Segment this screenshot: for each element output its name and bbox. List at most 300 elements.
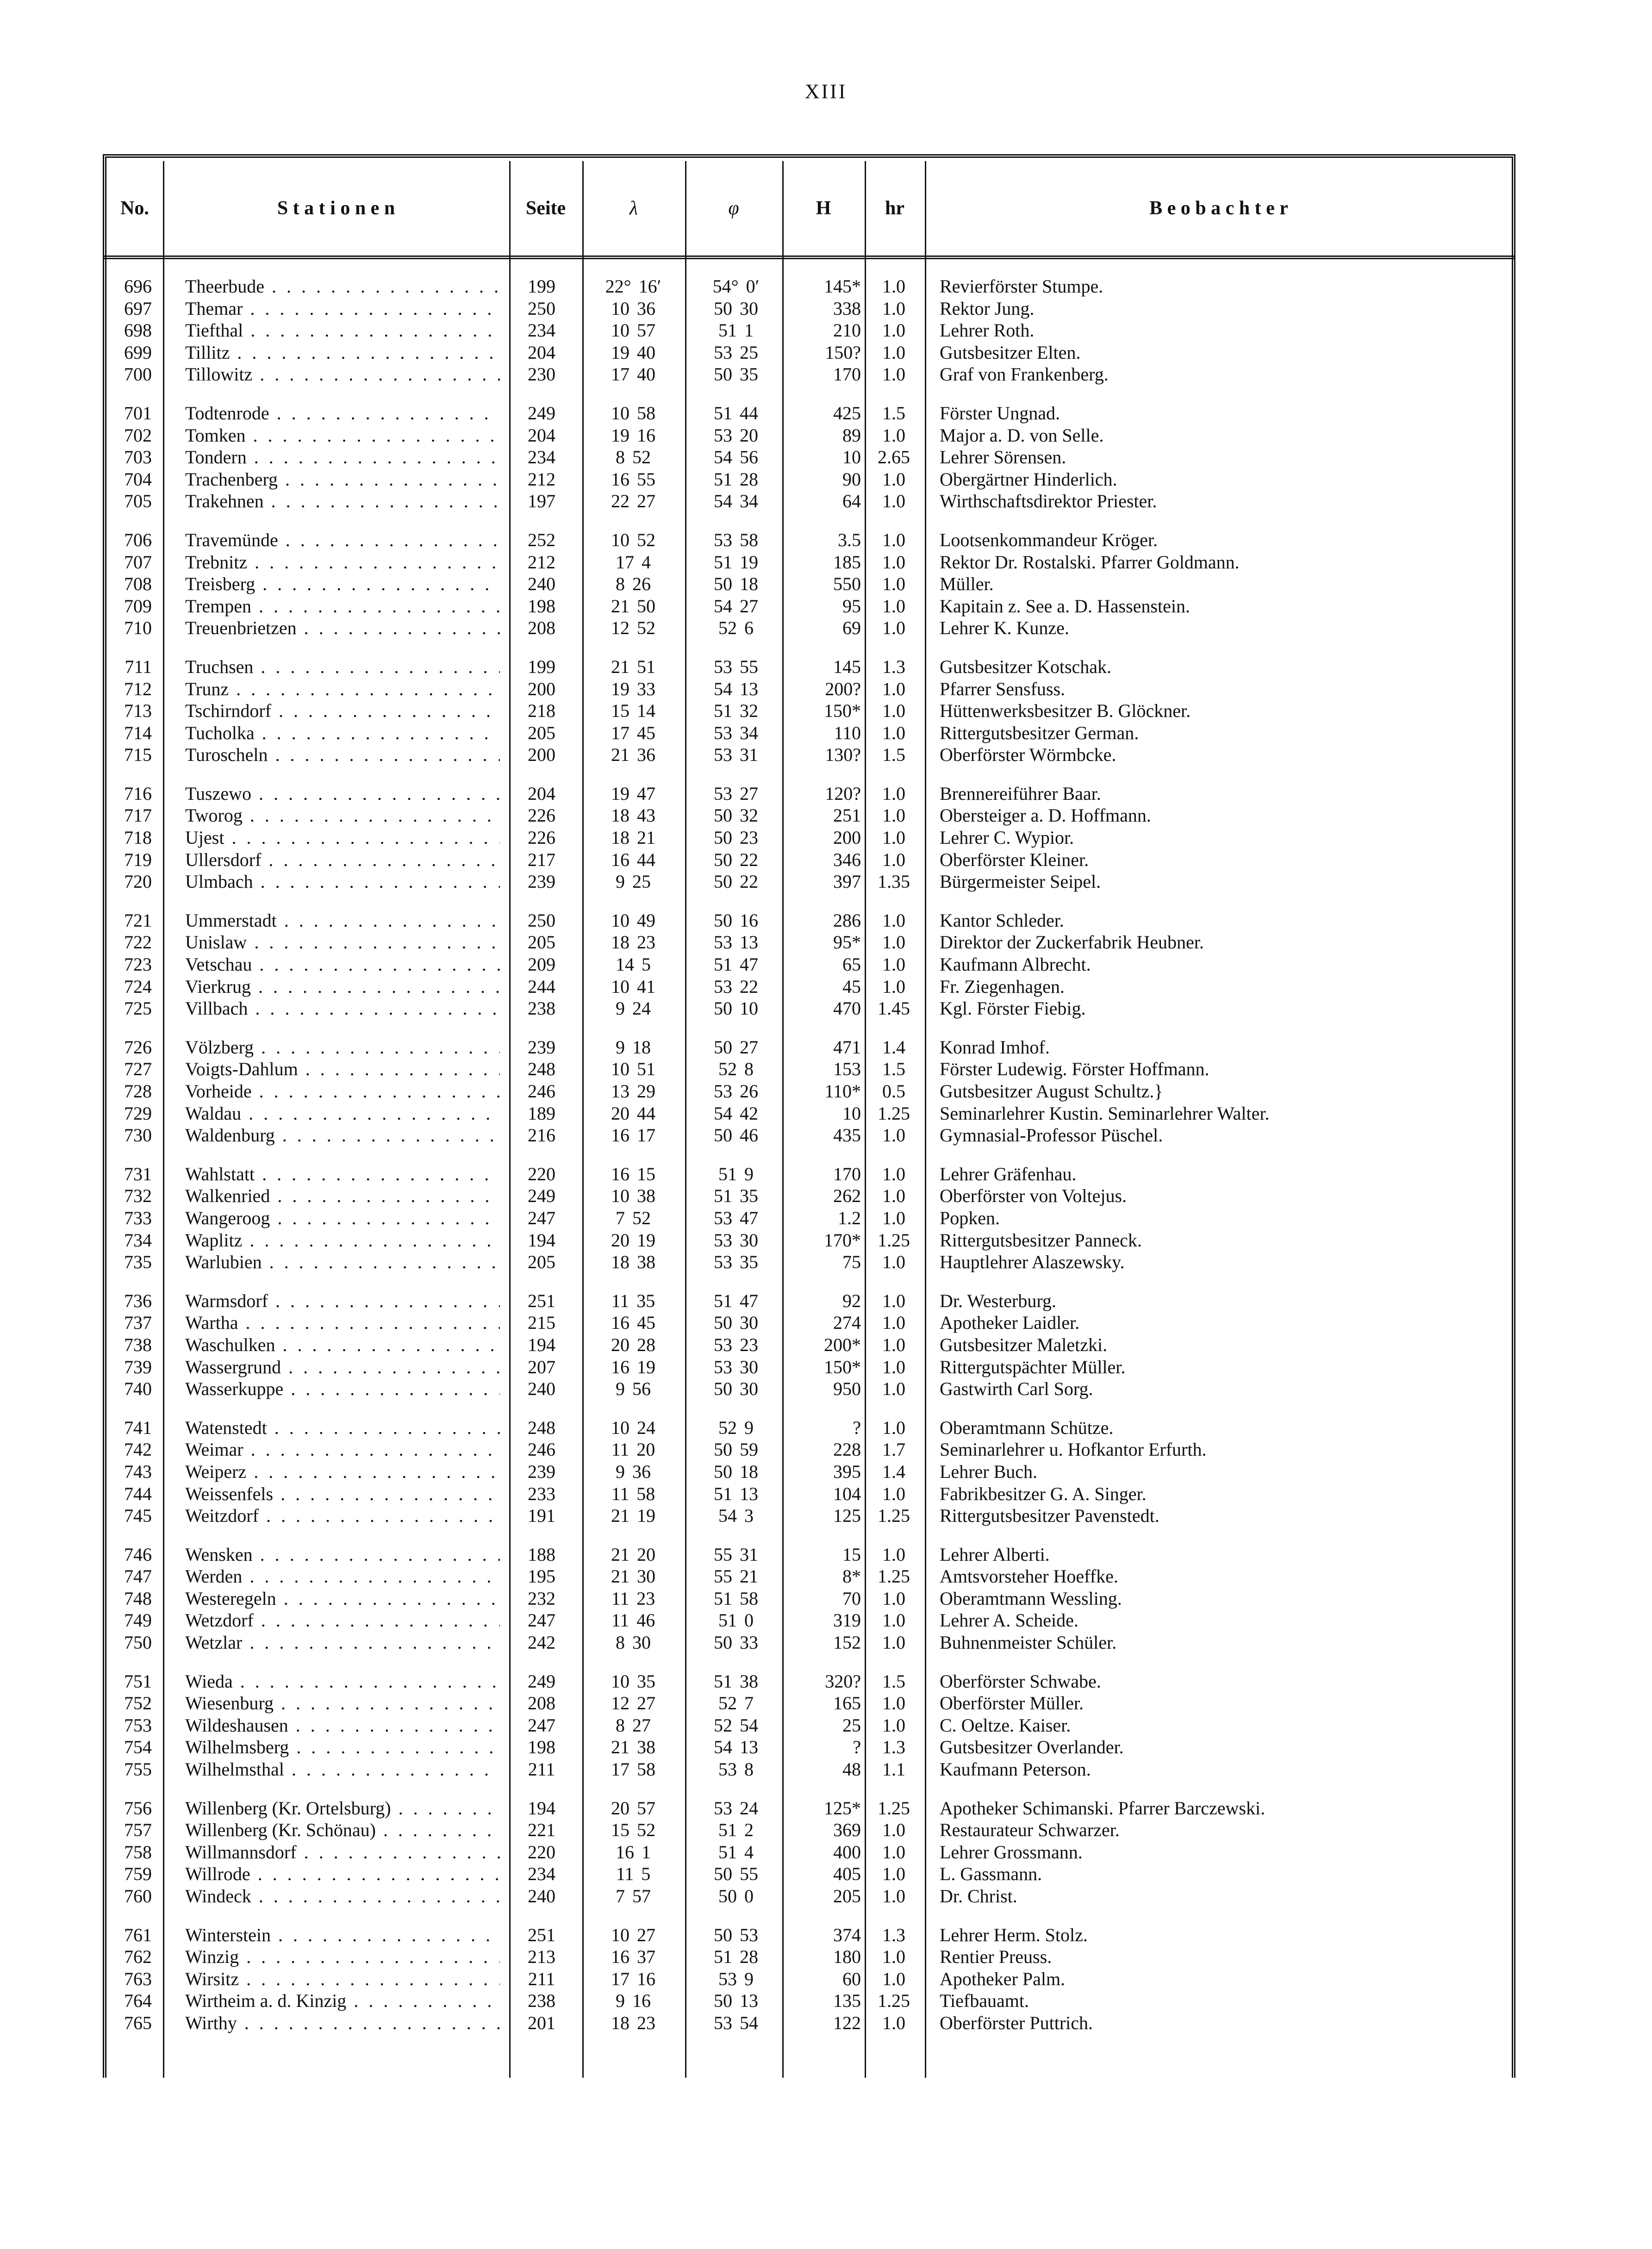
station-name: Walkenried . . . [185,1185,500,1207]
longitude: 22 27 [611,491,655,512]
rain-gauge-height: 1.0 [882,1378,905,1400]
longitude: 9 16 [616,1990,651,2012]
station-name: Wangeroog . . . [185,1207,500,1229]
page-ref: 234 [528,1863,555,1885]
rain-gauge-height: 1.0 [882,1185,905,1207]
station-number: 722 [124,932,152,953]
observer-name: Seminarlehrer Kustin. Seminarlehrer Walter. [940,1103,1270,1124]
station-number: 706 [124,529,152,550]
elevation: 8* [842,1566,861,1587]
observer-name: Gutsbesitzer August Schultz.} [940,1081,1163,1102]
station-group [0,1036,1652,1146]
latitude: 51 4 [718,1841,754,1863]
rain-gauge-height: 1.0 [882,573,905,595]
table-row [0,976,1652,998]
longitude: 20 19 [611,1229,655,1251]
latitude: 50 46 [714,1125,758,1146]
longitude: 8 27 [616,1714,651,1736]
longitude: 11 5 [616,1863,651,1885]
rain-gauge-height: 1.0 [882,932,905,953]
page-ref: 212 [528,468,555,490]
observer-name: Amtsvorsteher Hoeffke. [940,1566,1118,1587]
station-number: 743 [124,1461,152,1482]
page-ref: 197 [528,491,555,512]
rain-gauge-height: 1.0 [882,849,905,870]
longitude: 18 23 [611,932,655,953]
longitude: 10 38 [611,1185,655,1207]
longitude: 11 35 [611,1290,655,1311]
page-ref: 221 [528,1819,555,1841]
page-ref: 252 [528,529,555,550]
station-number: 698 [124,320,152,341]
table-row [0,1609,1652,1632]
station-name: Werden . . . [185,1565,500,1588]
rain-gauge-height: 1.0 [882,1886,905,1906]
observer-name: Bürgermeister Seipel. [940,871,1101,892]
station-group [0,1670,1652,1781]
station-number: 741 [124,1417,152,1438]
page-ref: 204 [528,342,555,363]
table-row [0,1229,1652,1252]
elevation: 320? [825,1670,861,1692]
observer-name: Lehrer Grossmann. [940,1841,1083,1863]
observer-name: Lehrer K. Kunze. [940,617,1069,639]
page-ref: 240 [528,1886,555,1906]
observer-name: Oberförster Schwabe. [940,1670,1101,1692]
rain-gauge-height: 1.0 [882,976,905,997]
station-name: Wetzlar . . . [185,1632,500,1654]
station-number: 740 [124,1378,152,1400]
rain-gauge-height: 0.5 [882,1081,905,1102]
station-number: 742 [124,1439,152,1460]
station-name: Trebnitz . . . [185,551,500,573]
table-row [0,1103,1652,1125]
station-name: Warmsdorf . . . [185,1290,500,1312]
station-name: Vetschau . . . [185,953,500,976]
elevation: 90 [842,468,861,490]
longitude: 15 52 [611,1819,655,1841]
latitude: 55 21 [714,1566,758,1587]
station-name: Weitzdorf . . . [185,1505,500,1527]
longitude: 19 33 [611,678,655,699]
latitude: 51 44 [714,402,758,424]
observer-name: Rittergutsbesitzer German. [940,722,1139,743]
station-name: Turoscheln . . . [185,744,500,766]
station-number: 716 [124,783,152,804]
station-name: Ujest . . . [185,827,500,849]
observer-name: Konrad Imhof. [940,1036,1050,1058]
observer-name: Kaufmann Albrecht. [940,954,1091,975]
observer-name: Hüttenwerksbesitzer B. Glöckner. [940,700,1191,722]
page-ref: 205 [528,1252,555,1273]
observer-name: Oberförster Müller. [940,1693,1084,1714]
table-row [0,1632,1652,1654]
elevation: 145 [833,656,861,677]
station-name: Weissenfels . . . [185,1483,500,1505]
page-ref: 249 [528,1185,555,1207]
observer-name: Oberförster Puttrich. [940,2012,1093,2033]
station-name: Winzig . . . [185,1946,500,1968]
station-name: Waldau . . . [185,1103,500,1125]
page-ref: 250 [528,910,555,931]
station-number: 712 [124,678,152,699]
station-number: 696 [124,276,152,297]
longitude: 11 20 [611,1439,655,1460]
latitude: 50 10 [714,998,758,1019]
station-name: Trempen . . . [185,595,500,617]
station-number: 719 [124,849,152,870]
table-row [0,1036,1652,1059]
observer-name: Dr. Westerburg. [940,1290,1056,1311]
page-ref: 226 [528,827,555,848]
longitude: 16 15 [611,1163,655,1184]
page-ref: 239 [528,871,555,892]
table-row [0,1946,1652,1968]
table-row [0,1736,1652,1758]
elevation: 185 [833,551,861,573]
elevation: 95* [833,932,861,953]
page-ref: 218 [528,700,555,722]
page-ref: 251 [528,1290,555,1311]
header-seite: Seite [525,198,566,219]
elevation: ? [853,1737,861,1758]
table-row [0,1312,1652,1334]
station-name: Winterstein . . . [185,1924,500,1946]
elevation: 205 [833,1886,861,1906]
page-ref: 213 [528,1946,555,1968]
station-name: Warlubien . . . [185,1251,500,1273]
rain-gauge-height: 1.25 [878,1990,910,2012]
station-number: 710 [124,617,152,639]
station-name: Tondern . . . [185,446,500,468]
observer-name: Kaufmann Peterson. [940,1759,1091,1780]
page-ref: 248 [528,1417,555,1438]
station-name: Westeregeln . . . [185,1588,500,1610]
latitude: 50 55 [714,1863,758,1885]
latitude: 50 35 [714,364,758,385]
latitude: 54 3 [718,1505,754,1526]
station-number: 714 [124,722,152,743]
rain-gauge-height: 1.0 [882,1356,905,1377]
table-row [0,1565,1652,1588]
station-number: 707 [124,551,152,573]
station-group [0,1417,1652,1527]
station-rows [0,275,1652,2051]
latitude: 53 24 [714,1797,758,1819]
rain-gauge-height: 1.0 [882,1693,905,1714]
station-number: 751 [124,1670,152,1692]
page-ref: 216 [528,1125,555,1146]
station-number: 711 [125,656,152,677]
table-row [0,1163,1652,1185]
latitude: 54 34 [714,491,758,512]
page-ref: 195 [528,1566,555,1587]
latitude: 50 30 [714,1378,758,1400]
station-name: Wahlstatt . . . [185,1163,500,1185]
longitude: 10 36 [611,298,655,319]
elevation: 152 [833,1632,861,1653]
elevation: ? [853,1417,861,1438]
elevation: 60 [842,1968,861,1989]
station-name: Tworog . . . [185,804,500,827]
observer-name: Popken. [940,1207,1000,1228]
elevation: 400 [833,1841,861,1863]
elevation: 150* [824,1356,861,1377]
station-name: Villbach . . . [185,997,500,1020]
rain-gauge-height: 1.0 [882,320,905,341]
page-ref: 233 [528,1483,555,1504]
rain-gauge-height: 1.0 [882,954,905,975]
table-row [0,1185,1652,1207]
latitude: 53 31 [714,744,758,766]
longitude: 20 28 [611,1334,655,1355]
elevation: 65 [842,954,861,975]
station-number: 700 [124,364,152,385]
page-ref: 251 [528,1924,555,1945]
station-name: Wassergrund . . . [185,1356,500,1378]
rain-gauge-height: 1.0 [882,276,905,297]
longitude: 21 38 [611,1737,655,1758]
latitude: 53 30 [714,1356,758,1377]
page-number: XIII [804,80,848,103]
elevation: 405 [833,1863,861,1885]
elevation: 165 [833,1693,861,1714]
elevation: 10 [842,1103,861,1124]
elevation: 950 [833,1378,861,1400]
latitude: 54 13 [714,678,758,699]
station-name: Unislaw . . . [185,931,500,953]
table-row [0,931,1652,953]
rain-gauge-height: 1.0 [882,529,905,550]
observer-name: Hauptlehrer Alaszewsky. [940,1252,1125,1273]
latitude: 51 28 [714,468,758,490]
page-ref: 239 [528,1461,555,1482]
longitude: 10 52 [611,529,655,550]
station-number: 715 [124,744,152,766]
station-number: 718 [124,827,152,848]
observer-name: Oberförster von Voltejus. [940,1185,1127,1207]
observer-name: Apotheker Palm. [940,1968,1066,1989]
observer-name: Oberförster Kleiner. [940,849,1089,870]
latitude: 54 27 [714,595,758,617]
station-number: 729 [124,1103,152,1124]
elevation: 150? [825,342,861,363]
latitude: 51 1 [718,320,754,341]
table-row [0,402,1652,424]
table-row [0,342,1652,364]
page-ref: 239 [528,1036,555,1058]
header-phi: φ [728,198,739,219]
latitude: 51 35 [714,1185,758,1207]
longitude: 17 16 [611,1968,655,1989]
station-number: 752 [124,1693,152,1714]
rain-gauge-height: 1.0 [882,1252,905,1273]
latitude: 53 55 [714,656,758,677]
latitude: 51 58 [714,1588,758,1609]
page-ref: 204 [528,424,555,446]
station-name: Themar . . . [185,298,500,320]
station-number: 697 [124,298,152,319]
rain-gauge-height: 1.0 [882,1483,905,1504]
observer-name: Obergärtner Hinderlich. [940,468,1117,490]
elevation: 200* [824,1334,861,1355]
station-name: Tucholka . . . [185,722,500,744]
station-number: 754 [124,1737,152,1758]
rain-gauge-height: 1.0 [882,700,905,722]
elevation: 170 [833,1163,861,1184]
station-number: 732 [124,1185,152,1207]
elevation: 125 [833,1505,861,1526]
latitude: 51 2 [718,1819,754,1841]
table-row [0,1990,1652,2012]
longitude: 18 21 [611,827,655,848]
elevation: 45 [842,976,861,997]
table-row [0,1461,1652,1483]
page-ref: 240 [528,573,555,595]
station-number: 735 [124,1252,152,1273]
elevation: 346 [833,849,861,870]
elevation: 125* [824,1797,861,1819]
station-number: 724 [124,976,152,997]
elevation: 1.2 [838,1207,861,1228]
station-name: Waldenburg . . . [185,1124,500,1146]
table-row [0,744,1652,766]
observer-name: Tiefbauamt. [940,1990,1029,2012]
table-row [0,2012,1652,2034]
longitude: 11 23 [611,1588,655,1609]
latitude: 55 31 [714,1544,758,1565]
page-ref: 200 [528,744,555,766]
rain-gauge-height: 1.7 [882,1439,905,1460]
longitude: 16 37 [611,1946,655,1968]
elevation: 153 [833,1059,861,1080]
page-ref: 199 [528,276,555,297]
table-row [0,551,1652,573]
latitude: 50 16 [714,910,758,931]
rain-gauge-height: 1.0 [882,1125,905,1146]
station-name: Truchsen . . . [185,656,500,678]
latitude: 50 59 [714,1439,758,1460]
latitude: 50 33 [714,1632,758,1653]
elevation: 180 [833,1946,861,1968]
longitude: 21 20 [611,1544,655,1565]
table-row [0,1080,1652,1103]
longitude: 10 57 [611,320,655,341]
page-ref: 244 [528,976,555,997]
page-ref: 200 [528,678,555,699]
table-row [0,1207,1652,1229]
station-number: 720 [124,871,152,892]
station-number: 760 [124,1886,152,1906]
longitude: 10 24 [611,1417,655,1438]
elevation: 110 [834,722,861,743]
header-hr: hr [885,198,904,219]
longitude: 21 51 [611,656,655,677]
elevation: 262 [833,1185,861,1207]
page-ref: 250 [528,298,555,319]
longitude: 10 49 [611,910,655,931]
latitude: 50 23 [714,827,758,848]
station-number: 758 [124,1841,152,1863]
elevation: 228 [833,1439,861,1460]
latitude: 54 42 [714,1103,758,1124]
rain-gauge-height: 1.0 [882,1312,905,1333]
station-group [0,910,1652,1020]
elevation: 145* [824,276,861,297]
page-ref: 208 [528,1693,555,1714]
latitude: 51 38 [714,1670,758,1692]
table-row [0,1758,1652,1781]
page-ref: 205 [528,722,555,743]
elevation: 374 [833,1924,861,1945]
table-row [0,1863,1652,1885]
observer-name: Seminarlehrer u. Hofkantor Erfurth. [940,1439,1207,1460]
rain-gauge-height: 1.0 [882,1819,905,1841]
latitude: 50 30 [714,1312,758,1333]
longitude: 9 18 [616,1036,651,1058]
page-ref: 201 [528,2012,555,2033]
table-row [0,1483,1652,1505]
elevation: 15 [842,1544,861,1565]
rain-gauge-height: 1.0 [882,827,905,848]
latitude: 54° 0′ [712,276,760,297]
station-group [0,275,1652,386]
latitude: 51 9 [718,1163,754,1184]
latitude: 50 27 [714,1036,758,1058]
longitude: 20 44 [611,1103,655,1124]
station-number: 705 [124,491,152,512]
page-ref: 247 [528,1207,555,1228]
elevation: 135 [833,1990,861,2012]
elevation: 200 [833,827,861,848]
observer-name: Oberförster Wörmbcke. [940,744,1116,766]
latitude: 50 18 [714,573,758,595]
rain-gauge-height: 1.0 [882,1290,905,1311]
table-row [0,722,1652,744]
rain-gauge-height: 1.0 [882,805,905,826]
elevation: 170 [833,364,861,385]
station-name: Wartha . . . [185,1312,500,1334]
table-row [0,804,1652,827]
station-number: 699 [124,342,152,363]
station-name: Wasserkuppe . . . [185,1378,500,1400]
observer-name: Brennereiführer Baar. [940,783,1101,804]
observer-name: Gymnasial-Professor Püschel. [940,1125,1163,1146]
station-number: 703 [124,447,152,468]
table-row [0,1058,1652,1080]
page-ref: 226 [528,805,555,826]
table-row [0,656,1652,678]
station-group [0,1290,1652,1400]
observer-name: Rittergutsbesitzer Panneck. [940,1229,1142,1251]
elevation: 397 [833,871,861,892]
observer-name: Rittergutsbesitzer Pavenstedt. [940,1505,1160,1526]
page-ref: 208 [528,617,555,639]
elevation: 274 [833,1312,861,1333]
station-number: 733 [124,1207,152,1228]
header-lambda: λ [629,198,638,219]
table-row [0,1544,1652,1566]
observer-name: Förster Ludewig. Förster Hoffmann. [940,1059,1209,1080]
table-row [0,1251,1652,1273]
elevation: 286 [833,910,861,931]
elevation: 122 [833,2012,861,2033]
page-ref: 199 [528,656,555,677]
station-number: 708 [124,573,152,595]
page-ref: 230 [528,364,555,385]
latitude: 52 6 [718,617,754,639]
latitude: 53 9 [718,1968,754,1989]
